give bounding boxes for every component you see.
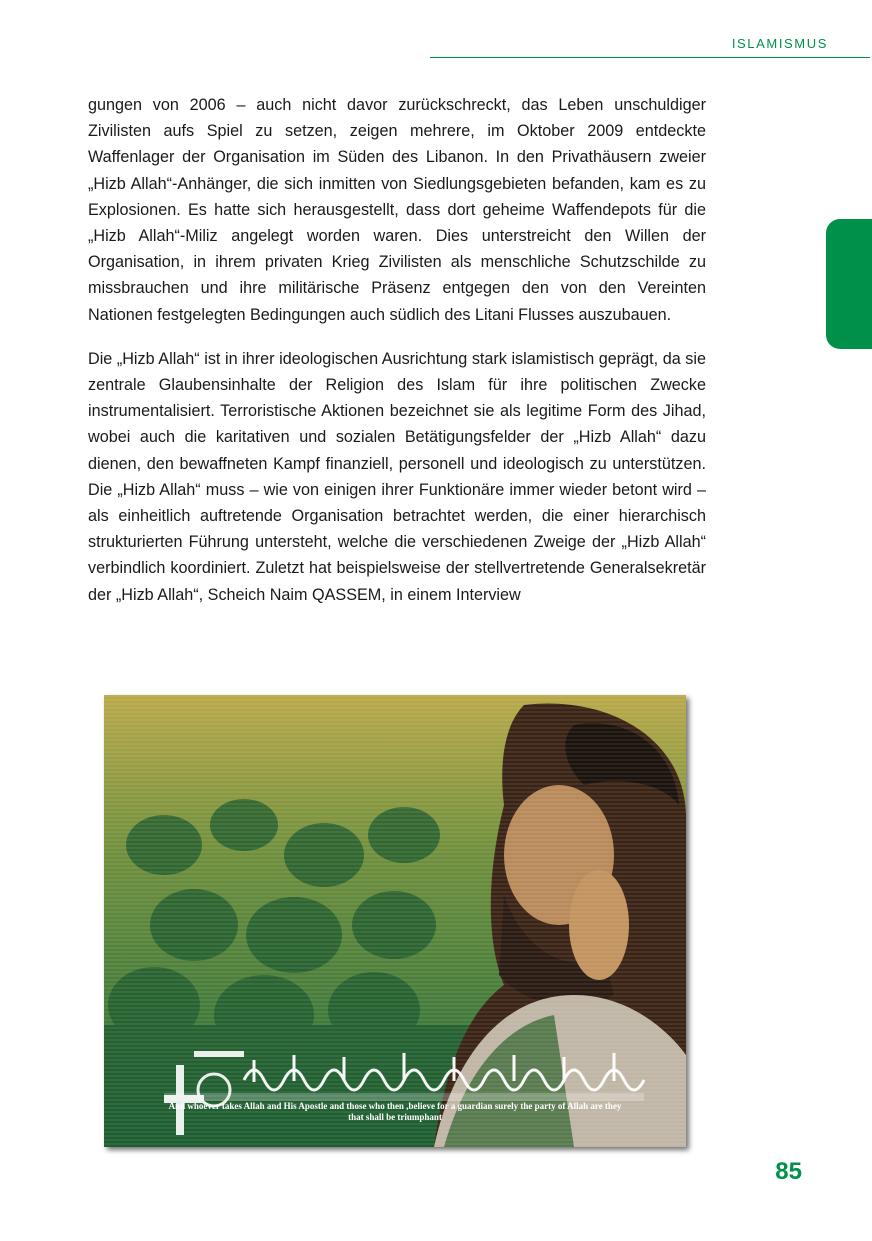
paragraph-2: Die „Hizb Allah“ ist in ihrer ideologischen Ausrichtung stark islamistisch geprägt, da sie zentrale Glaubensinhalte der Religion des Islam für ihre politischen Zwecke instrumentalisiert. Terroristische Aktionen bezeichnet sie als legitime Form des Jihad, wobei auch die karitativen und sozialen Betätigungsfelder der „Hizb Allah“ dazu dienen, den bewaffneten Kampf finanziell, personell und ideologisch zu unterstützen. Die „Hizb Allah“ muss – wie von einigen ihrer Funktionäre immer wieder betont wird – als einheitlich auftretende Organisation betrachtet werden, die einer hierarchisch strukturierten Führung untersteht, welche die verschiedenen Zweige der „Hizb Allah“ verbindlich koordiniert. Zuletzt hat beispielsweise der stellvertretende Generalsekretär der „Hizb Allah“, Scheich Naim QASSEM, in einem Interview <box>88 349 706 604</box>
poster-caption-english: And whoever takes Allah and His Apostle and those who then ,believe for a guardian surely the party of Allah are they that shall be triumphant <box>168 1101 622 1122</box>
page-number: 85 <box>775 1158 802 1185</box>
body-text <box>88 92 706 626</box>
section-label: ISLAMISMUS <box>731 36 828 51</box>
header-rule <box>430 57 870 58</box>
propaganda-poster-image <box>104 695 686 1147</box>
paragraph-1: gungen von 2006 – auch nicht davor zurückschreckt, das Leben unschuldiger Zivilisten aufs Spiel zu setzen, zeigen mehrere, im Oktober 2009 entdeckte Waffenlager der Organisation im Süden des Libanon. In den Privathäusern zweier „Hizb Allah“-Anhänger, die sich inmitten von Siedlungsgebieten befanden, kam es zu Explosionen. Es hatte sich herausgestellt, dass dort geheime Waffendepots für die „Hizb Allah“-Miliz angelegt worden waren. Dies unterstreicht den Willen der Organisation, in ihrem privaten Krieg Zivilisten als menschliche Schutzschilde zu missbrauchen und ihre militärische Präsenz entgegen den von den Vereinten Nationen festgelegten Bedingungen auch südlich des Litani Flusses auszubauen. <box>88 96 706 324</box>
chapter-tab <box>826 219 872 349</box>
